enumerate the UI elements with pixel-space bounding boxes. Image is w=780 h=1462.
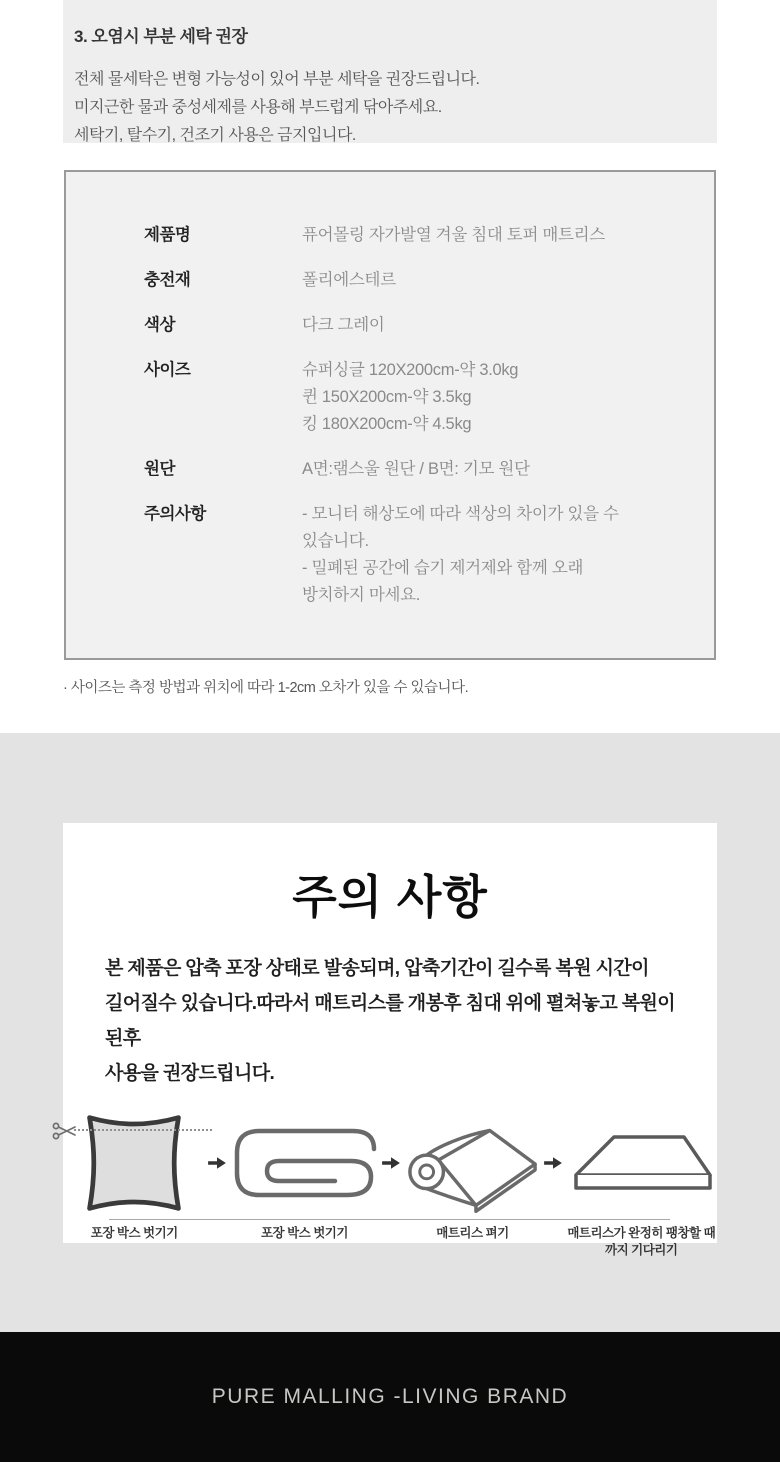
wash-guide-section: [63, 0, 717, 143]
spec-label: 제품명: [144, 226, 191, 244]
spec-value: 슈퍼싱글 120X200cm-약 3.0kg: [302, 361, 519, 379]
spec-value: 있습니다.: [302, 532, 369, 550]
caution-body-line: 길어질수 있습니다.따라서 매트리스를 개봉후 침대 위에 펼쳐놓고 복원이 된후: [105, 993, 676, 1049]
spec-value: - 밀폐된 공간에 습기 제거제와 함께 오래: [302, 559, 584, 577]
spec-value: 폴리에스테르: [302, 271, 396, 289]
caution-title: 주의 사항: [292, 871, 488, 923]
step-label: 포장 박스 벗기기: [90, 1226, 178, 1240]
product-spec-box: [64, 170, 716, 660]
size-tolerance-note: · 사이즈는 측정 방법과 위치에 따라 1-2cm 오차가 있을 수 있습니다.: [63, 680, 469, 696]
caution-section: [0, 733, 780, 1332]
wash-guide-line: 미지근한 물과 중성세제를 사용해 부드럽게 닦아주세요.: [74, 99, 442, 116]
arrow-right-icon: [205, 1155, 229, 1171]
flat-mattress-icon: [566, 1107, 716, 1219]
spec-label: 충전재: [144, 271, 191, 289]
wash-guide-heading: 3. 오염시 부분 세탁 권장: [74, 27, 248, 46]
spec-label: 색상: [144, 316, 175, 334]
wash-guide-line: 세탁기, 탈수기, 건조기 사용은 금지입니다.: [74, 127, 356, 144]
spec-row-precautions: [144, 501, 678, 609]
arrow-right-icon: [541, 1155, 565, 1171]
step-label: 포장 박스 벗기기: [260, 1226, 348, 1240]
spec-value: 킹 180X200cm-약 4.5kg: [302, 415, 472, 433]
step-unroll-mattress: [403, 1107, 541, 1242]
spec-row-filling: [144, 267, 678, 294]
wash-guide-line: 전체 물세탁은 변형 가능성이 있어 부분 세탁을 권장드립니다.: [74, 71, 480, 88]
step-remove-packaging-1: [63, 1107, 205, 1242]
step-remove-packaging-2: [229, 1107, 379, 1242]
cut-line: [74, 1129, 212, 1131]
unboxing-steps: [63, 1107, 717, 1259]
spec-value: 다크 그레이: [302, 316, 385, 334]
spec-value: 퓨어몰링 자가발열 겨울 침대 토퍼 매트리스: [302, 226, 605, 244]
folded-mattress-icon: [229, 1107, 379, 1219]
spec-value: A면:램스울 원단 / B면: 기모 원단: [302, 460, 530, 478]
caution-card: [63, 823, 717, 1257]
spec-row-product-name: [144, 222, 678, 249]
step-wait-expansion: [565, 1107, 717, 1259]
package-cut-icon: [82, 1109, 186, 1217]
spec-row-color: [144, 312, 678, 339]
brand-name: PURE MALLING -LIVING BRAND: [211, 1385, 569, 1408]
caution-body-line: 본 제품은 압축 포장 상태로 발송되며, 압축기간이 길수록 복원 시간이: [105, 958, 649, 979]
spec-label: 사이즈: [144, 361, 191, 379]
brand-footer: [0, 1332, 780, 1462]
spec-value: - 모니터 해상도에 따라 색상의 차이가 있을 수: [302, 505, 619, 523]
spec-row-size: [144, 357, 678, 438]
scissors-icon: [52, 1120, 78, 1147]
card-divider: [109, 1219, 670, 1220]
unrolling-mattress-icon: [403, 1107, 541, 1219]
spec-value: 방치하지 마세요.: [302, 586, 421, 604]
spec-row-fabric: [144, 456, 678, 483]
caution-body-line: 사용을 권장드립니다.: [105, 1063, 275, 1084]
spec-label: 원단: [144, 460, 175, 478]
step-label: 매트리스가 완정히 팽창할 때까지 기다리기: [567, 1226, 716, 1257]
caution-body: [105, 951, 677, 1091]
spec-label: 주의사항: [144, 505, 206, 523]
arrow-right-icon: [379, 1155, 403, 1171]
spec-value: 퀸 150X200cm-약 3.5kg: [302, 388, 472, 406]
step-label: 매트리스 펴기: [436, 1226, 509, 1240]
